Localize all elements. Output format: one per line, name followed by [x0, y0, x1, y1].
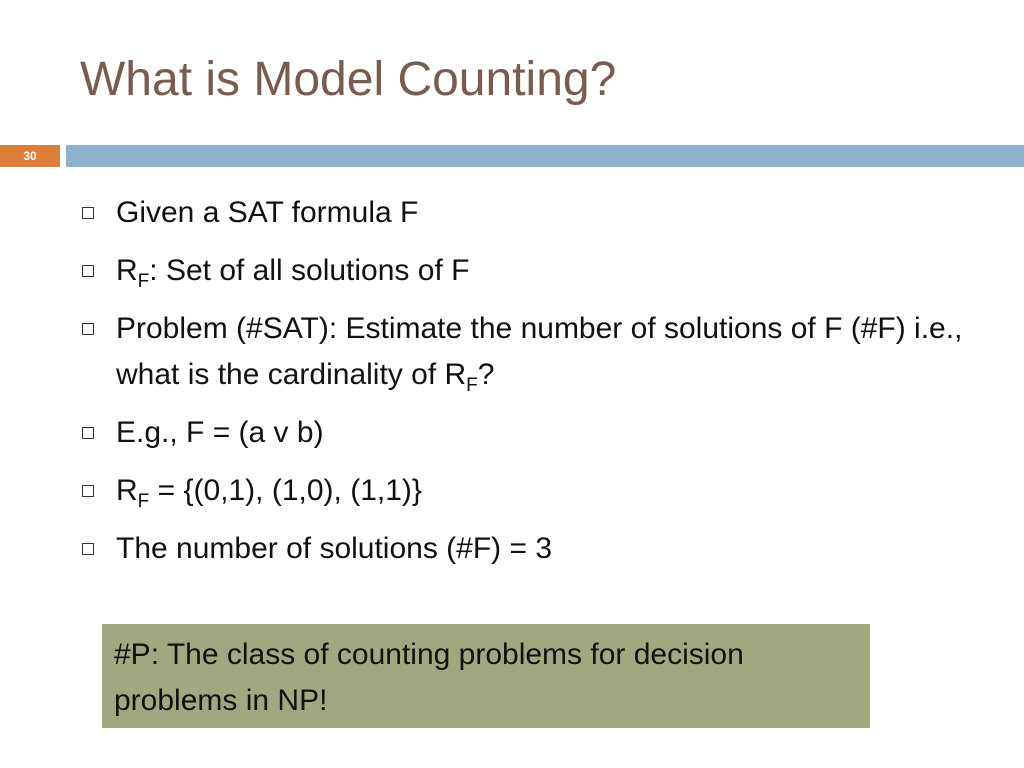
square-bullet-icon [82, 543, 94, 555]
square-bullet-icon [82, 323, 94, 335]
bullet-text: The number of solutions (#F) = 3 [116, 532, 553, 565]
bullet-item [82, 306, 972, 398]
bullet-text [116, 312, 963, 396]
square-bullet-icon [82, 485, 94, 497]
callout-box [102, 624, 870, 728]
bullet-text [116, 474, 422, 512]
bullet-item [82, 468, 972, 514]
bullet-list [82, 190, 972, 584]
square-bullet-icon [82, 427, 94, 439]
bullet-text: E.g., F = (a v b) [116, 416, 324, 449]
bullet-text-post: ? [477, 358, 495, 391]
callout-text: #P: The class of counting problems for decision problems in NP! [114, 638, 744, 717]
bullet-text [116, 254, 470, 292]
bullet-item [82, 526, 972, 572]
bullet-item [82, 248, 972, 294]
bullet-text-pre: R [116, 474, 138, 507]
bullet-text-post: : Set of all solutions of F [149, 254, 470, 287]
accent-bar [66, 145, 1024, 167]
square-bullet-icon [82, 265, 94, 277]
slide-title: What is Model Counting? [80, 53, 617, 106]
bullet-item [82, 190, 972, 236]
bullet-text-pre: R [116, 254, 138, 287]
subscript: F [137, 271, 150, 292]
bullet-text-pre: Problem (#SAT): Estimate the number of solutions of F (#F) i.e., what is the cardinality of R [116, 312, 963, 391]
square-bullet-icon [82, 207, 94, 219]
bullet-item [82, 410, 972, 456]
bullet-text-post: = {(0,1), (1,0), (1,1)} [149, 474, 422, 507]
slide-number-badge: 30 [0, 145, 60, 167]
subscript: F [137, 491, 150, 512]
subscript: F [466, 375, 478, 396]
bullet-text: Given a SAT formula F [116, 196, 419, 229]
